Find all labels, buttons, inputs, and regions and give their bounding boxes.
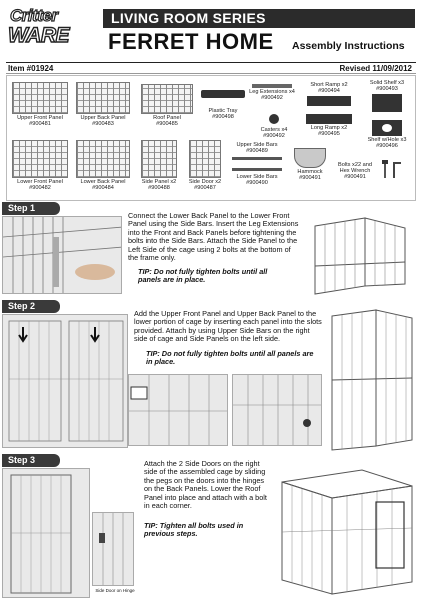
step-1-text: Connect the Lower Back Panel to the Lower Front Panel using the Side Bars. Insert the Leg Extensions into the Front and Back Panels before tightening the bolts into the Side Bars. Attach the Side Panel to the Left Side of the cage using 2 bolts at the bottom of the frame only. xyxy=(128,211,299,263)
part-bolts: Bolts x22 and Hex Wrench #900491 xyxy=(338,162,372,181)
page-title: FERRET HOME xyxy=(108,29,274,54)
part-plastic-tray: Plastic Tray #900498 xyxy=(199,90,247,120)
part-side-panel: Side Panel x2 #900488 xyxy=(137,140,181,191)
brand-logo xyxy=(6,6,94,56)
item-number: Item #01924 xyxy=(8,64,54,73)
leg-image xyxy=(252,84,292,88)
step-3-hinge-photo xyxy=(92,512,134,586)
step-2-detail-photo-1 xyxy=(128,374,228,446)
step-1-label: Step 1 xyxy=(2,202,60,215)
step-3-tip: TIP: Tighten all bolts used in previous steps. xyxy=(144,521,244,539)
tray-image xyxy=(201,90,245,98)
step-2-photo xyxy=(2,314,128,448)
parts-list xyxy=(6,75,416,201)
bolt-icon xyxy=(379,156,405,182)
bar-image xyxy=(232,157,282,160)
part-lower-side-bars: Lower Side Bars #900490 xyxy=(229,168,285,186)
step-3-text: Attach the 2 Side Doors on the right side of the assembled cage by sliding the pegs on the doors into the hinges on the Back Panels. Lower the Roof Panel into place and attach with a bolt in each corner. xyxy=(144,459,267,511)
bolts-image xyxy=(379,156,413,182)
part-upper-back-panel: Upper Back Panel #900483 xyxy=(73,82,133,127)
part-upper-front-panel: Upper Front Panel #900481 xyxy=(9,82,71,127)
panel-image xyxy=(76,140,130,178)
panel-image xyxy=(76,82,130,114)
step-3-diagram xyxy=(272,462,420,598)
panel-image xyxy=(12,82,68,114)
step-2-label: Step 2 xyxy=(2,300,60,313)
caster-image xyxy=(269,114,279,124)
revision-date: Revised 11/09/2012 xyxy=(339,64,412,73)
part-solid-shelf: Solid Shelf x3 #900493 xyxy=(359,80,415,113)
panel-image xyxy=(12,140,68,178)
part-shelf-with-hole: Shelf w/Hole x3 #900496 xyxy=(359,120,415,149)
panel-image xyxy=(141,84,193,114)
brand-line2: WARE xyxy=(8,24,69,47)
part-hammock: Hammock #900491 xyxy=(289,148,331,181)
part-side-door: Side Door x2 #900487 xyxy=(183,140,227,191)
step-2-text: Add the Upper Front Panel and Upper Back Panel to the lower portion of cage by inserting each panel into the slots provided. Attach by using Upper Side Bars on the right side of cage and Side Panels on the left side. xyxy=(134,309,322,344)
part-long-ramp: Long Ramp x2 #900495 xyxy=(303,114,355,137)
item-bar xyxy=(6,62,416,74)
step-2-diagram xyxy=(326,306,418,452)
step-2-tip: TIP: Do not fully tighten bolts until all panels are in place. xyxy=(146,349,314,367)
part-lower-back-panel: Lower Back Panel #900484 xyxy=(73,140,133,191)
shelf-image xyxy=(372,120,402,136)
part-leg-extensions: Leg Extensions x4 #900492 xyxy=(247,84,297,101)
part-roof-panel: Roof Panel #900485 xyxy=(137,84,197,127)
series-banner: LIVING ROOM SERIES xyxy=(103,9,415,28)
part-short-ramp: Short Ramp x2 #900494 xyxy=(303,82,355,107)
ramp-image xyxy=(306,114,352,124)
hinge-caption: Side Door on Hinge xyxy=(95,588,135,593)
shelf-image xyxy=(372,94,402,112)
step-2-detail-photo-2 xyxy=(232,374,322,446)
panel-image xyxy=(189,140,221,178)
ramp-image xyxy=(307,96,351,106)
brand-line1: Critter xyxy=(10,6,58,25)
part-casters: Casters x4 #900492 xyxy=(251,114,297,140)
part-upper-side-bars: Upper Side Bars #900489 xyxy=(229,142,285,161)
step-1-diagram xyxy=(305,206,417,298)
step-3-label: Step 3 xyxy=(2,454,60,467)
step-1-photo xyxy=(2,216,122,294)
page-subtitle: Assembly Instructions xyxy=(292,40,405,52)
bar-image xyxy=(232,168,282,171)
hammock-image xyxy=(294,148,326,168)
panel-image xyxy=(141,140,177,178)
step-3-photo xyxy=(2,468,90,598)
part-lower-front-panel: Lower Front Panel #900482 xyxy=(9,140,71,191)
step-1-tip: TIP: Do not fully tighten bolts until all panels are in place. xyxy=(138,267,268,285)
